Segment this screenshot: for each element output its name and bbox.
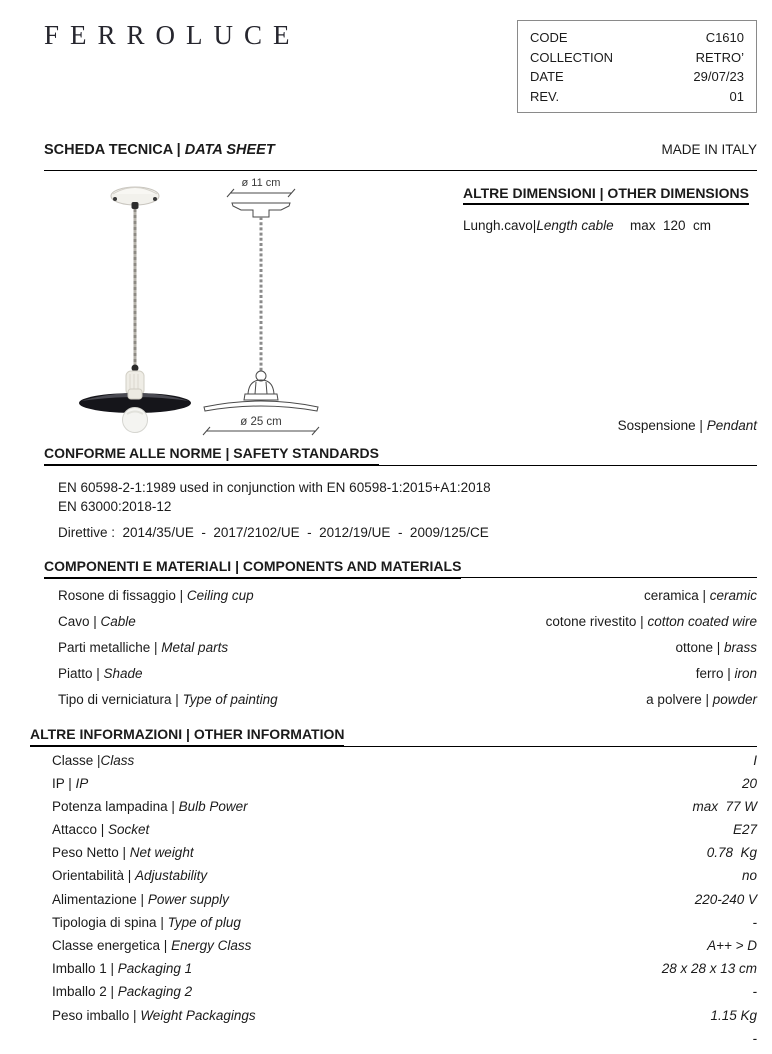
other-info-label-en: Energy Class [171, 938, 252, 953]
directives-line: Direttive : 2014/35/UE - 2017/2102/UE - 2012/19/UE - 2009/125/CE [58, 524, 489, 540]
other-info-label-en: IP [75, 775, 89, 791]
other-info-value: 20 [741, 775, 757, 791]
component-value [546, 614, 757, 629]
component-row [44, 666, 757, 692]
component-value-en: powder [712, 692, 757, 707]
other-info-label-en: Type of plug [167, 914, 241, 930]
component-value-en: brass [723, 640, 757, 655]
other-info-label-en: Net weight [129, 845, 194, 861]
other-info-value: E27 [732, 822, 757, 838]
other-info-label-it: Attacco | [52, 822, 109, 838]
cable-length-label-it: Lungh.cavo| [463, 218, 537, 233]
other-info-label [52, 868, 207, 883]
brand-logo: FERROLUCE [44, 20, 301, 50]
other-info-label-it: Imballo 2 | [52, 984, 118, 1000]
other-info-row [44, 822, 757, 845]
component-row [44, 692, 757, 718]
other-info-label-it: Orientabilità | [52, 868, 136, 884]
safety-standards-heading [44, 445, 757, 466]
other-info-label [52, 892, 229, 907]
other-dimensions-heading-text: ALTRE DIMENSIONI | OTHER DIMENSIONS [463, 185, 749, 205]
other-info-label-en: Packaging 1 [117, 961, 193, 977]
component-value-en: iron [734, 666, 757, 681]
other-info-value: I [753, 752, 757, 768]
other-info-value: 0.78 Kg [706, 845, 757, 861]
info-box-label: COLLECTION [530, 49, 614, 65]
info-box-row [530, 67, 744, 87]
other-info-label [52, 961, 192, 976]
other-information-rows [44, 753, 757, 1054]
other-info-label [52, 938, 251, 953]
product-type-en: Pendant [706, 418, 757, 433]
other-info-row [44, 799, 757, 822]
other-dimensions-section [463, 185, 757, 233]
other-dimensions-heading [463, 185, 757, 201]
info-box-label: REV. [530, 88, 560, 104]
info-box-row [530, 48, 744, 68]
other-info-label-it: Classe | [52, 752, 101, 768]
component-value [696, 666, 757, 681]
sheet-title-row [44, 142, 757, 158]
other-info-label-it: Imballo 1 | [52, 961, 118, 977]
component-label-it: Parti metalliche | [58, 640, 162, 655]
page-title-en: DATA SHEET [184, 142, 275, 158]
dimension-top-label: ø 11 cm [241, 177, 281, 189]
info-box-value: RETRO’ [695, 49, 744, 65]
info-box-value: 29/07/23 [693, 69, 744, 84]
info-box-label: DATE [530, 69, 564, 84]
safety-standard-line: EN 60598-2-1:1989 used in conjunction with EN 60598-1:2015+A1:2018 [58, 479, 491, 495]
other-info-label-it: Alimentazione | [52, 891, 148, 907]
page-header [44, 20, 757, 116]
other-info-value: max 77 W [692, 798, 757, 814]
other-info-row [44, 961, 757, 984]
other-info-label [52, 776, 88, 791]
other-info-label-en: Power supply [147, 891, 229, 907]
other-info-label-en: Socket [108, 822, 150, 838]
other-info-value: - [752, 984, 757, 1000]
component-value-it: ferro | [695, 666, 735, 681]
other-info-row [44, 938, 757, 961]
other-info-label-it: IP | [52, 775, 76, 791]
other-info-row [44, 776, 757, 799]
other-info-label [52, 1008, 256, 1023]
product-type-it: Sospensione | [617, 418, 707, 433]
component-label [58, 640, 228, 655]
other-info-label-it: Peso imballo | [52, 1007, 141, 1023]
other-info-label-it: Classe energetica | [52, 938, 172, 953]
document-info-box [517, 20, 757, 113]
info-box-row [530, 87, 744, 107]
technical-drawing [196, 175, 326, 437]
other-info-label-en: Class [100, 752, 135, 768]
components-rows [44, 588, 757, 718]
other-info-row [44, 984, 757, 1007]
component-value-it: cotone rivestito | [545, 614, 648, 629]
component-label-it: Cavo | [58, 614, 101, 629]
other-info-value: 1.15 Kg [710, 1007, 757, 1023]
component-value-it: ceramica | [643, 588, 710, 603]
info-box-label: CODE [530, 30, 568, 45]
other-info-row [44, 753, 757, 776]
info-box-value: C1610 [705, 30, 744, 45]
other-info-label [52, 984, 192, 999]
other-information-heading [30, 726, 757, 747]
cable-length-row [463, 218, 757, 233]
component-value [675, 640, 757, 655]
component-label [58, 588, 254, 603]
other-info-label [52, 753, 134, 768]
other-info-label [52, 845, 194, 860]
other-information-heading-text: ALTRE INFORMAZIONI | OTHER INFORMATION [30, 726, 344, 747]
component-value [646, 692, 757, 707]
component-value-it: a polvere | [646, 692, 713, 707]
safety-standards-heading-text: CONFORME ALLE NORME | SAFETY STANDARDS [44, 445, 379, 466]
dimension-bottom-label: ø 25 cm [240, 416, 282, 428]
cable-length-label-en: Length cable [536, 218, 614, 233]
made-in-italy-label: MADE IN ITALY [661, 142, 757, 157]
info-box-value: 01 [729, 88, 744, 104]
component-label-it: Tipo di verniciatura | [58, 692, 183, 707]
figure-area [44, 171, 757, 439]
component-label-it: Piatto | [58, 666, 104, 681]
safety-standards-lines [58, 478, 757, 516]
other-info-value: 28 x 28 x 13 cm [661, 961, 757, 977]
component-label-it: Rosone di fissaggio | [58, 588, 187, 603]
component-row [44, 614, 757, 640]
other-info-value: A++ > D [707, 938, 757, 953]
other-info-row [44, 868, 757, 891]
other-info-label [52, 822, 149, 837]
component-value-en: cotton coated wire [647, 614, 757, 629]
product-photo [75, 181, 195, 433]
other-info-value: 220-240 V [694, 891, 757, 907]
other-info-value: - [752, 1030, 757, 1046]
cable-length-value: max 120 cm [629, 218, 711, 233]
other-info-label-it: Peso Netto | [52, 845, 130, 861]
component-label-en: Metal parts [161, 640, 229, 655]
other-info-label-en: Weight Packagings [140, 1007, 256, 1023]
other-info-row [44, 915, 757, 938]
component-label [58, 666, 143, 681]
component-value-it: ottone | [675, 640, 724, 655]
component-label-en: Cable [100, 614, 136, 629]
page-title-it: SCHEDA TECNICA | [44, 142, 185, 158]
other-info-label-en: Packaging 2 [117, 984, 193, 1000]
components-heading-text: COMPONENTI E MATERIALI | COMPONENTS AND MATERIALS [44, 558, 461, 579]
component-label-en: Type of painting [182, 692, 278, 707]
component-value-en: ceramic [709, 588, 757, 603]
other-info-row [44, 892, 757, 915]
component-row [44, 588, 757, 614]
other-info-label-it: Tipologia di spina | [52, 914, 168, 930]
other-info-value: no [741, 868, 757, 884]
component-label-en: Shade [103, 666, 143, 681]
other-info-label-en: Bulb Power [178, 798, 248, 814]
other-info-label [52, 799, 248, 814]
cable-length-label [463, 218, 614, 233]
component-label [58, 692, 278, 707]
component-value [644, 588, 757, 603]
component-row [44, 640, 757, 666]
other-info-row [44, 1031, 757, 1054]
info-box-row [530, 28, 744, 48]
page-title [44, 142, 275, 158]
other-info-value: - [752, 914, 757, 930]
safety-standard-line: EN 63000:2018-12 [58, 498, 172, 514]
other-info-label [52, 915, 241, 930]
product-type-label [618, 418, 757, 433]
components-heading [44, 558, 757, 579]
other-info-label-en: Adjustability [135, 868, 208, 884]
other-info-label-it: Potenza lampadina | [52, 798, 179, 814]
component-label-en: Ceiling cup [186, 588, 254, 603]
other-info-row [44, 845, 757, 868]
other-info-row [44, 1008, 757, 1031]
component-label [58, 614, 136, 629]
